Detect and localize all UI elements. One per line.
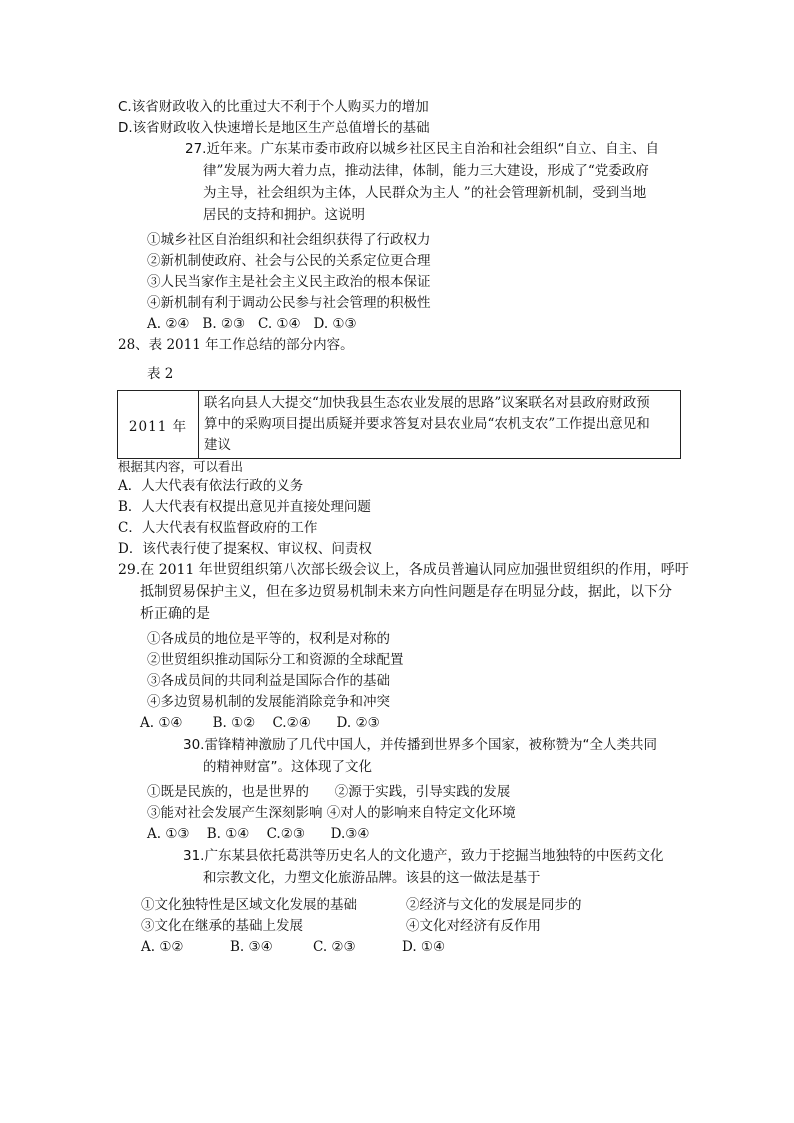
q31-choice: A. ①②	[141, 939, 184, 955]
q31-item: ②经济与文化的发展是同步的	[406, 897, 582, 913]
q27-item: ④新机制有利于调动公民参与社会管理的积极性	[147, 295, 431, 311]
table-cell-content	[199, 391, 681, 459]
q29-choices: A. ①④ B. ①② C.②④ D. ②③	[140, 715, 380, 731]
table-content-line: 建议	[204, 437, 231, 453]
table-content-line: 联名向县人大提交“加快我县生态农业发展的思路”议案联名对县政府财政预	[204, 395, 650, 411]
q30-choices: A. ①③ B. ①④ C.②③ D.③④	[147, 826, 370, 842]
q31-stem-line: 和宗教文化，力塑文化旅游品牌。该县的这一做法是基于	[203, 870, 541, 886]
q27-item: ③人民当家作主是社会主义民主政治的根本保证	[147, 274, 431, 290]
q30-stem-line: 的精神财富”。这体现了文化	[203, 759, 372, 775]
q29-item: ③各成员间的共同利益是国际合作的基础	[147, 673, 390, 689]
q31-item: ④文化对经济有反作用	[406, 918, 541, 934]
q29-stem-line: 29.在 2011 年世贸组织第八次部长级会议上，各成员普遍认同应加强世贸组织的作用，呼吁	[118, 562, 689, 578]
table-cell-year: 2011 年	[118, 391, 199, 459]
q31-item: ①文化独特性是区域文化发展的基础	[141, 897, 357, 913]
q28-lead: 根据其内容，可以看出	[118, 459, 244, 474]
q31-stem-line: 31.广东某县依托葛洪等历史名人的文化遗产，致力于挖掘当地独特的中医药文化	[183, 848, 664, 864]
q27-stem-line: 为主导，社会组织为主体，人民群众为主人 ”的社会管理新机制，受到当地	[203, 185, 647, 201]
q27-item: ②新机制使政府、社会与公民的关系定位更合理	[147, 253, 431, 269]
q29-stem-line: 析正确的是	[140, 606, 210, 622]
q28-option: B．人大代表有权提出意见并直接处理问题	[118, 499, 371, 515]
q29-item: ④多边贸易机制的发展能消除竞争和冲突	[147, 694, 390, 710]
table-caption: 表 2	[147, 366, 174, 382]
summary-table	[117, 390, 681, 459]
q27-stem-line: 居民的支持和拥护。这说明	[203, 207, 365, 223]
q31-choice: C. ②③	[313, 939, 356, 955]
q27-stem-line: 律”发展为两大着力点，推动法律，体制，能力三大建设，形成了“党委政府	[203, 163, 649, 179]
q27-choices: A. ②④ B. ②③ C. ①④ D. ①③	[147, 316, 357, 332]
q29-item: ②世贸组织推动国际分工和资源的全球配置	[147, 652, 404, 668]
q26-option-d: D.该省财政收入快速增长是地区生产总值增长的基础	[118, 120, 430, 136]
q28-option: C．人大代表有权监督政府的工作	[118, 520, 318, 536]
q27-item: ①城乡社区自治组织和社会组织获得了行政权力	[147, 232, 431, 248]
table-row	[118, 391, 681, 459]
q30-item-row: ①既是民族的，也是世界的 ②源于实践，引导实践的发展	[147, 784, 511, 800]
q31-item: ③文化在继承的基础上发展	[141, 918, 303, 934]
q29-stem-line: 抵制贸易保护主义，但在多边贸易机制未来方向性问题是存在明显分歧，据此，以下分	[140, 584, 672, 600]
q29-item: ①各成员的地位是平等的，权利是对称的	[147, 631, 390, 647]
q28-option: D．该代表行使了提案权、审议权、问责权	[118, 541, 372, 557]
q26-option-c: C.该省财政收入的比重过大不利于个人购买力的增加	[118, 99, 429, 115]
q30-stem-line: 30.雷锋精神激励了几代中国人，并传播到世界多个国家，被称赞为“全人类共同	[183, 737, 657, 753]
q27-stem-line: 27.近年来。广东某市委市政府以城乡社区民主自治和社会组织“自立、自主、自	[185, 141, 659, 157]
q28-option: A．人大代表有依法行政的义务	[118, 478, 304, 494]
q28-stem: 28、表 2011 年工作总结的部分内容。	[118, 337, 354, 353]
q31-choice: D. ①④	[402, 939, 446, 955]
q30-item-row: ③能对社会发展产生深刻影响 ④对人的影响来自特定文化环境	[147, 805, 516, 821]
table-content-line: 算中的采购项目提出质疑并要求答复对县农业局“农机支农”工作提出意见和	[204, 416, 650, 432]
q31-choice: B. ③④	[230, 939, 273, 955]
